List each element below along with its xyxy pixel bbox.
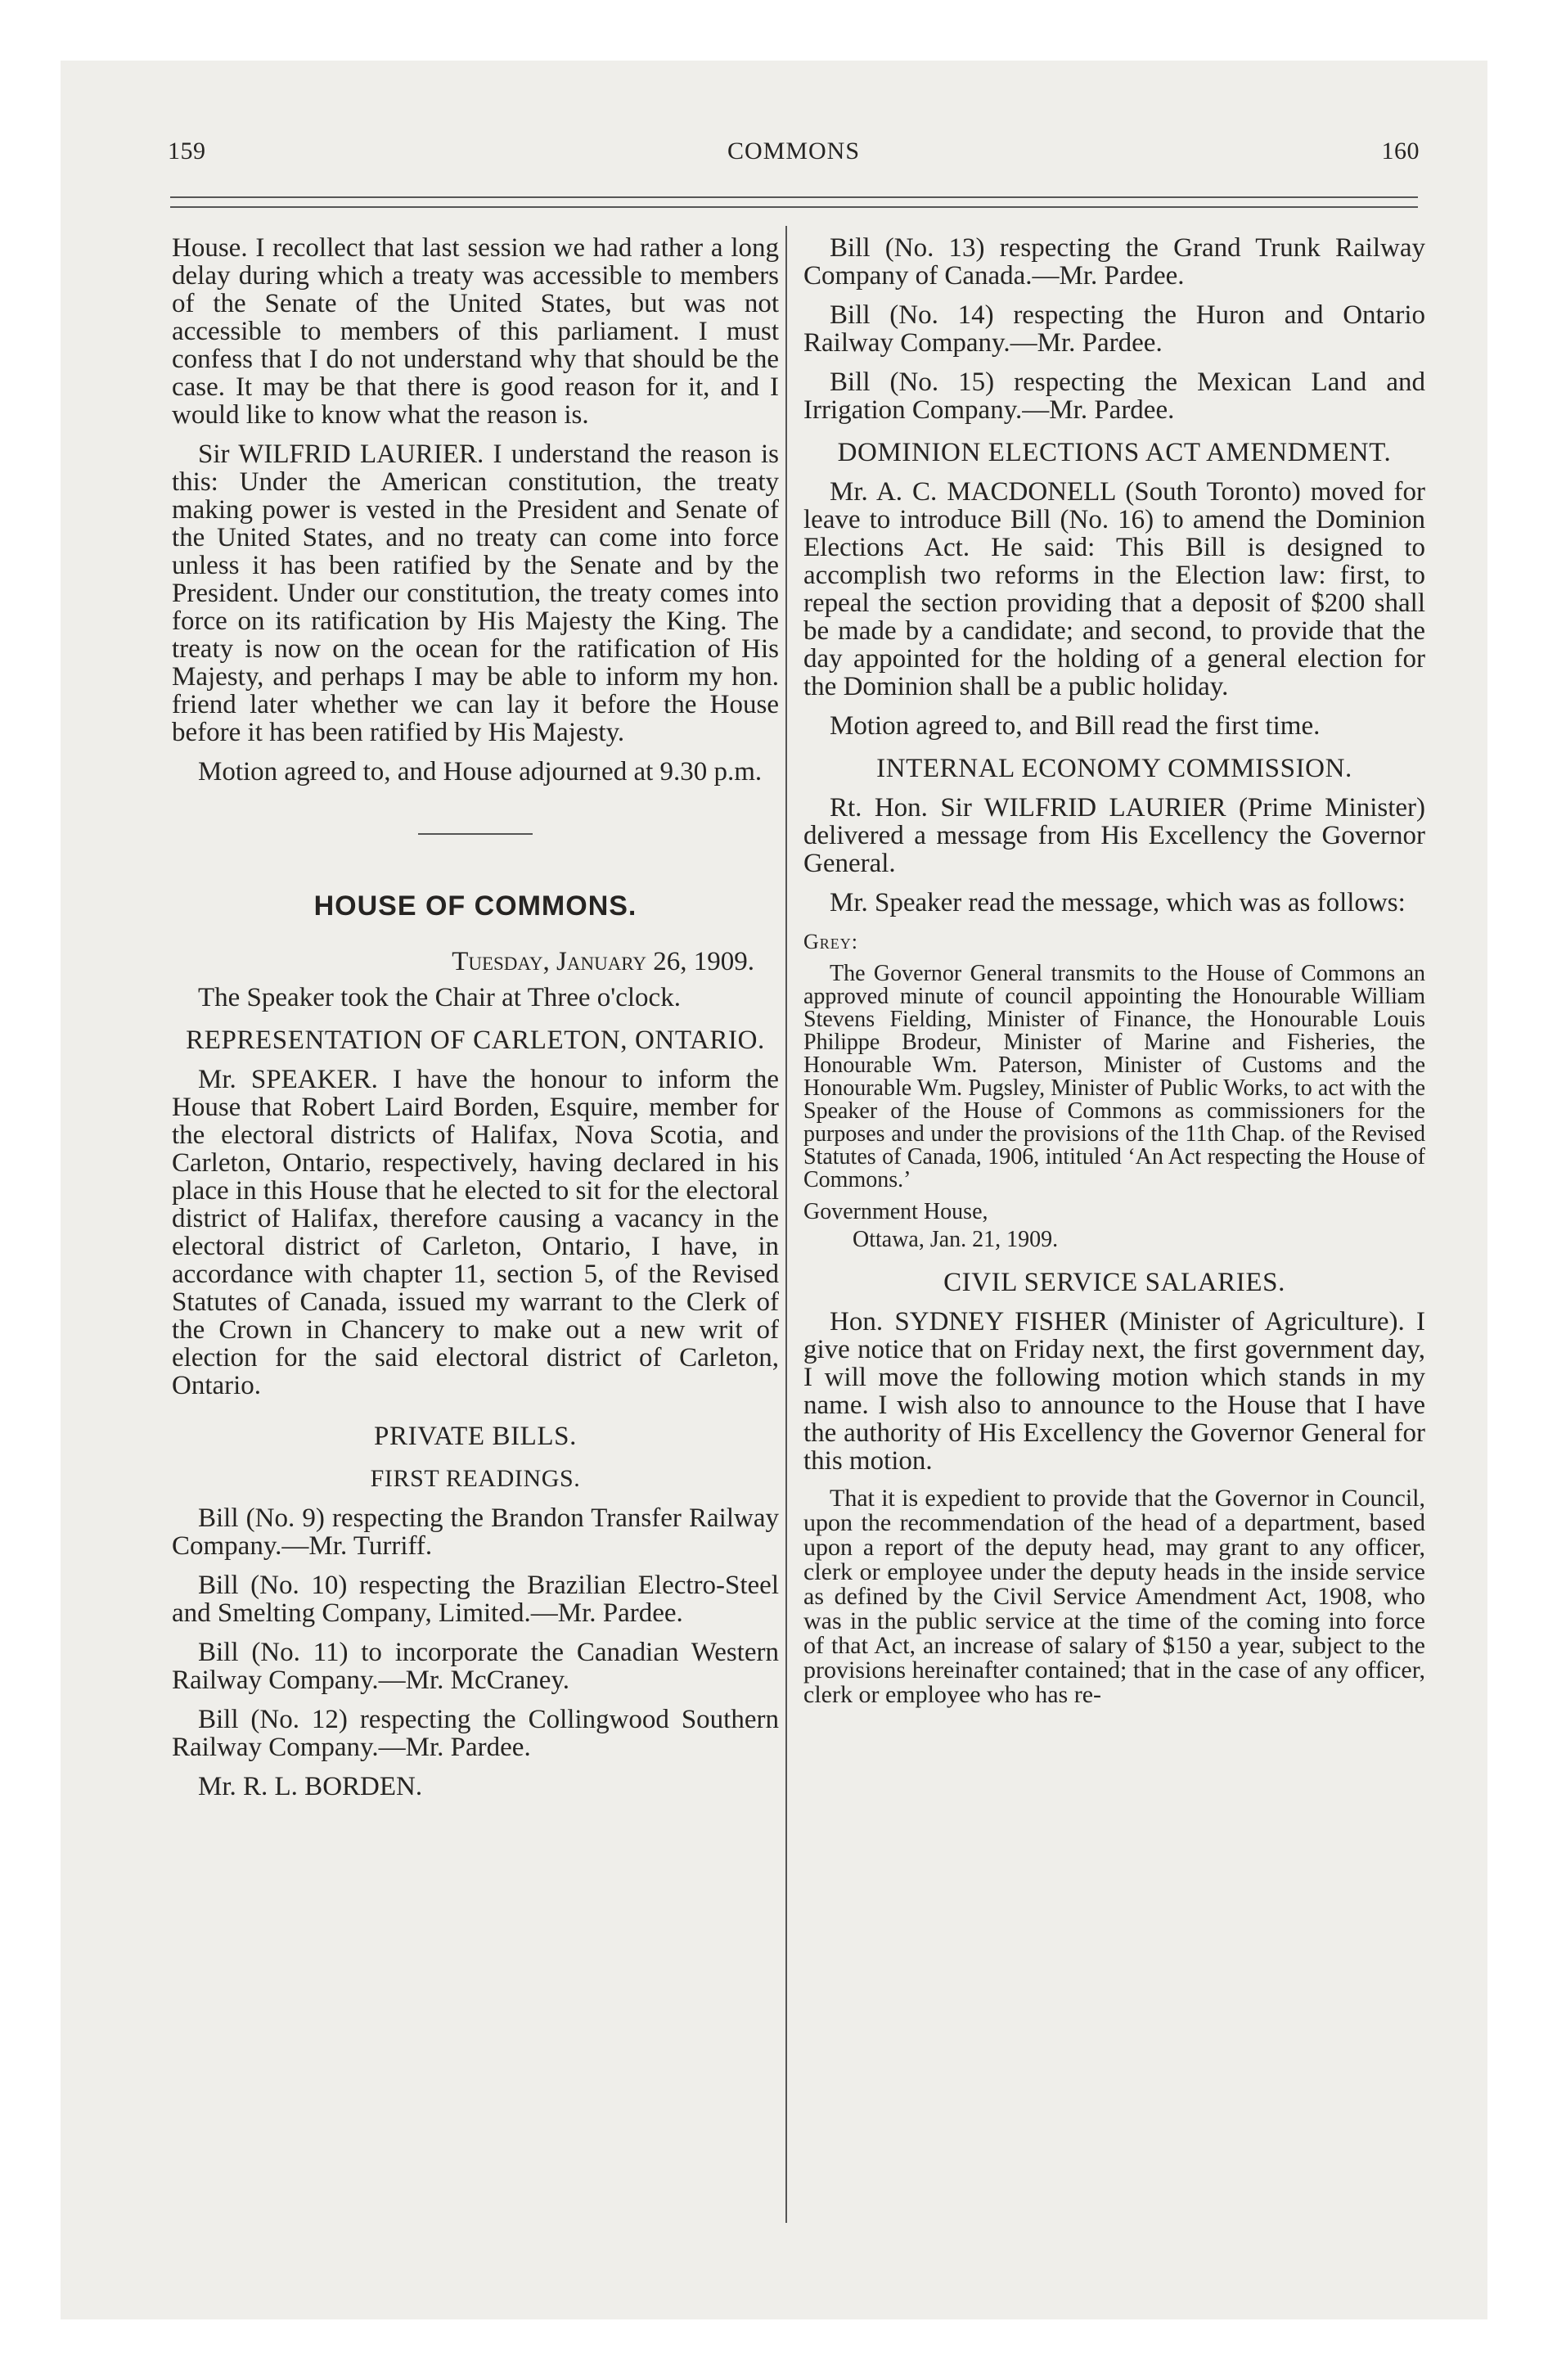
header-rule-top	[170, 196, 1418, 198]
page-number-right: 160	[1381, 137, 1420, 165]
bill-13: Bill (No. 13) respecting the Grand Trunk Railway Company of Canada.—Mr. Pardee.	[803, 233, 1425, 291]
left-column	[172, 234, 779, 1812]
bill-9: Bill (No. 9) respecting the Brandon Transfer Railway Company.—Mr. Turriff.	[172, 1503, 779, 1561]
paragraph-laurier-message: Rt. Hon. Sir WILFRID LAURIER (Prime Minister) delivered a message from His Excellency the Governor General.	[803, 793, 1425, 878]
governor-message	[803, 962, 1425, 1192]
page-header	[168, 137, 1420, 170]
paragraph-fisher: Hon. SYDNEY FISHER (Minister of Agriculture). I give notice that on Friday next, the first government day, I will move the following motion which stands in my name. I wish also to announce to the House that I have the authority of His Excellency the Governor General for this motion.	[803, 1307, 1425, 1476]
house-of-commons-heading: HOUSE OF COMMONS.	[313, 890, 637, 922]
bill-10: Bill (No. 10) respecting the Brazilian Electro-Steel and Smelting Company, Limited.—Mr. Pardee.	[172, 1571, 779, 1628]
message-date: Ottawa, Jan. 21, 1909.	[853, 1227, 1059, 1252]
bill-12: Bill (No. 12) respecting the Collingwood Southern Railway Company.—Mr. Pardee.	[172, 1705, 779, 1762]
civil-service-heading: CIVIL SERVICE SALARIES.	[943, 1268, 1285, 1297]
motion-block	[803, 1486, 1425, 1707]
header-rule-bottom	[170, 206, 1418, 208]
paragraph-first-time: Motion agreed to, and Bill read the first time.	[830, 711, 1321, 741]
speaker-borden: Mr. R. L. BORDEN.	[198, 1772, 423, 1801]
paragraph-speaker-read: Mr. Speaker read the message, which was as follows:	[830, 888, 1406, 917]
paragraph-laurier: Sir WILFRID LAURIER. I understand the reason is this: Under the American constitution, the treaty making power is vested in the President and Senate of the United States, and no treaty can come into force unless it has been ratified by the Senate and by the President. Under our constitution, the treaty comes into force on its ratification by His Majesty the King. The treaty is now on the ocean for the ratification of His Majesty, and perhaps I may be able to inform my hon. friend later whether we can lay it before the House before it has been ratified by His Majesty.	[172, 439, 779, 747]
first-readings-heading: FIRST READINGS.	[370, 1465, 581, 1492]
message-place: Government House,	[803, 1199, 988, 1224]
private-bills-heading: PRIVATE BILLS.	[374, 1422, 577, 1451]
paragraph-speaker-carleton: Mr. SPEAKER. I have the honour to inform the House that Robert Laird Borden, Esquire, member for the electoral districts of Halifax, Nova Scotia, and Carleton, Ontario, respectively, having declared in his place in this House that he elected to sit for the electoral district of Halifax, therefore causing a vacancy in the electoral district of Carleton, Ontario, I have, in accordance with chapter 11, section 5, of the Revised Statutes of Canada, issued my warrant to the Clerk of the Crown in Chancery to make out a new writ of election for the said electoral district of Carleton, Ontario.	[172, 1065, 779, 1400]
paragraph-house: House. I recollect that last session we had rather a long delay during which a treaty was accessible to members of the Senate of the United States, but was not accessible to members of this parliament. I must confess that I do not understand why that should be the case. It may be that there is good reason for it, and I would like to know what the reason is.	[172, 233, 779, 430]
right-column	[803, 234, 1425, 1719]
sitting-date: Tuesday, January 26, 1909.	[452, 947, 754, 976]
bill-14: Bill (No. 14) respecting the Huron and Ontario Railway Company.—Mr. Pardee.	[803, 300, 1425, 358]
bill-15: Bill (No. 15) respecting the Mexican Land and Irrigation Company.—Mr. Pardee.	[803, 367, 1425, 425]
motion-text: That it is expedient to provide that the Governor in Council, upon the recommendation of the head of a department, based upon a report of the deputy head, may grant to any officer, clerk or employee under the deputy heads in the inside service as defined by the Civil Service Amendment Act, 1908, who was in the public service at the time of the coming into force of that Act, an increase of salary of $150 a year, subject to the provisions hereinafter contained; that in the case of any officer, clerk or employee who has re-	[803, 1485, 1425, 1708]
message-signatory: Grey:	[803, 930, 858, 953]
internal-economy-heading: INTERNAL ECONOMY COMMISSION.	[876, 754, 1352, 783]
page-number-left: 159	[168, 137, 206, 165]
paragraph-adjourned: Motion agreed to, and House adjourned at 9.30 p.m.	[198, 757, 763, 787]
section-divider	[418, 833, 533, 835]
carleton-heading: REPRESENTATION OF CARLETON, ONTARIO.	[186, 1025, 765, 1055]
running-title: COMMONS	[727, 137, 861, 165]
message-text: The Governor General transmits to the House of Commons an approved minute of council appointing the Honourable William Stevens Fielding, Minister of Finance, the Honourable Louis Philippe Brodeur, Minister of Marine and Fisheries, the Honourable Wm. Paterson, Minister of Customs and the Honourable Wm. Pugsley, Minister of Public Works, to act with the Speaker of the House of Commons as commissioners for the purposes and under the provisions of the 11th Chap. of the Revised Statutes of Canada, 1906, intituled ‘An Act respecting the House of Commons.’	[803, 961, 1425, 1192]
dominion-elections-heading: DOMINION ELECTIONS ACT AMENDMENT.	[837, 438, 1392, 467]
bill-11: Bill (No. 11) to incorporate the Canadian Western Railway Company.—Mr. McCraney.	[172, 1638, 779, 1695]
paragraph-speaker-chair: The Speaker took the Chair at Three o'clock.	[198, 983, 681, 1012]
paragraph-macdonell: Mr. A. C. MACDONELL (South Toronto) moved for leave to introduce Bill (No. 16) to amend the Dominion Elections Act. He said: This Bill is designed to accomplish two reforms in the Election law: first, to repeal the section providing that a deposit of $200 shall be made by a candidate; and second, to provide that the day appointed for the holding of a general election for the Dominion shall be a public holiday.	[803, 477, 1425, 701]
column-divider	[785, 226, 787, 2223]
